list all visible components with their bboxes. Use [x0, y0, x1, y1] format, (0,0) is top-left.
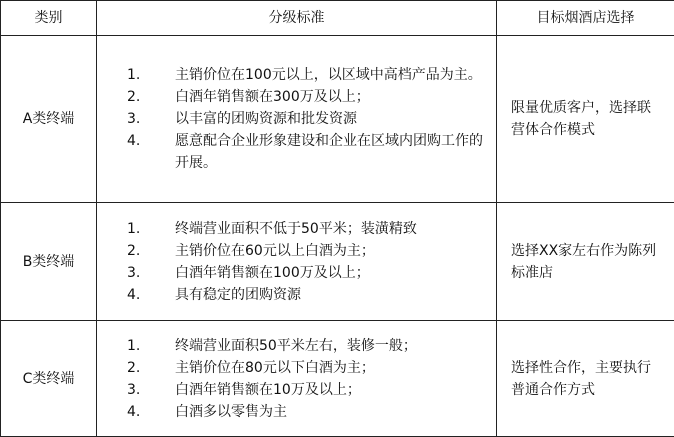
criteria-item — [127, 64, 488, 86]
header-row — [1, 1, 674, 36]
criteria-item — [127, 401, 488, 423]
table-row-a — [1, 36, 674, 203]
target-cell: 选择XX家左右作为陈列标准店 — [497, 203, 674, 321]
criteria-list — [127, 64, 488, 174]
target-cell: 限量优质客户，选择联营体合作模式 — [497, 36, 674, 203]
table-row-b — [1, 203, 674, 321]
item-number: 3. — [127, 108, 140, 130]
header-target: 目标烟酒店选择 — [497, 1, 674, 36]
item-number: 1. — [127, 218, 140, 240]
criteria-item — [127, 357, 488, 379]
criteria-item — [127, 335, 488, 357]
item-text: 终端营业面积50平米左右，装修一般； — [175, 338, 417, 354]
item-number: 2. — [127, 240, 140, 262]
criteria-item — [127, 262, 488, 284]
criteria-cell — [97, 203, 497, 321]
item-text: 白酒多以零售为主 — [175, 404, 287, 420]
criteria-list — [127, 218, 488, 306]
item-number: 1. — [127, 64, 140, 86]
criteria-item — [127, 240, 488, 262]
item-number: 4. — [127, 130, 140, 152]
header-criteria: 分级标准 — [97, 1, 497, 36]
item-number: 2. — [127, 357, 140, 379]
item-text: 主销价位在80元以下白酒为主； — [175, 360, 375, 376]
table-header — [1, 1, 674, 36]
criteria-item — [127, 86, 488, 108]
item-text: 白酒年销售额在300万及以上； — [175, 89, 370, 105]
table-body — [1, 36, 674, 437]
item-number: 3. — [127, 379, 140, 401]
item-number: 3. — [127, 262, 140, 284]
category-cell: A类终端 — [1, 36, 97, 203]
item-number: 4. — [127, 401, 140, 423]
item-text: 白酒年销售额在10万及以上； — [175, 382, 361, 398]
item-text: 愿意配合企业形象建设和企业在区域内团购工作的开展。 — [175, 133, 483, 171]
criteria-item — [127, 108, 488, 130]
criteria-item — [127, 130, 488, 174]
item-number: 1. — [127, 335, 140, 357]
criteria-item — [127, 218, 488, 240]
item-text: 主销价位在100元以上，以区域中高档产品为主。 — [175, 67, 482, 83]
item-text: 以丰富的团购资源和批发资源 — [175, 111, 357, 127]
criteria-item — [127, 284, 488, 306]
item-text: 白酒年销售额在100万及以上； — [175, 265, 370, 281]
item-number: 4. — [127, 284, 140, 306]
target-cell: 选择性合作，主要执行普通合作方式 — [497, 321, 674, 437]
category-cell: B类终端 — [1, 203, 97, 321]
item-text: 终端营业面积不低于50平米；装潢精致 — [175, 221, 417, 237]
criteria-item — [127, 379, 488, 401]
table-row-c — [1, 321, 674, 437]
criteria-cell — [97, 321, 497, 437]
criteria-list — [127, 335, 488, 423]
item-text: 主销价位在60元以上白酒为主； — [175, 243, 375, 259]
criteria-cell — [97, 36, 497, 203]
item-number: 2. — [127, 86, 140, 108]
item-text: 具有稳定的团购资源 — [175, 287, 301, 303]
header-category: 类别 — [1, 1, 97, 36]
category-cell: C类终端 — [1, 321, 97, 437]
